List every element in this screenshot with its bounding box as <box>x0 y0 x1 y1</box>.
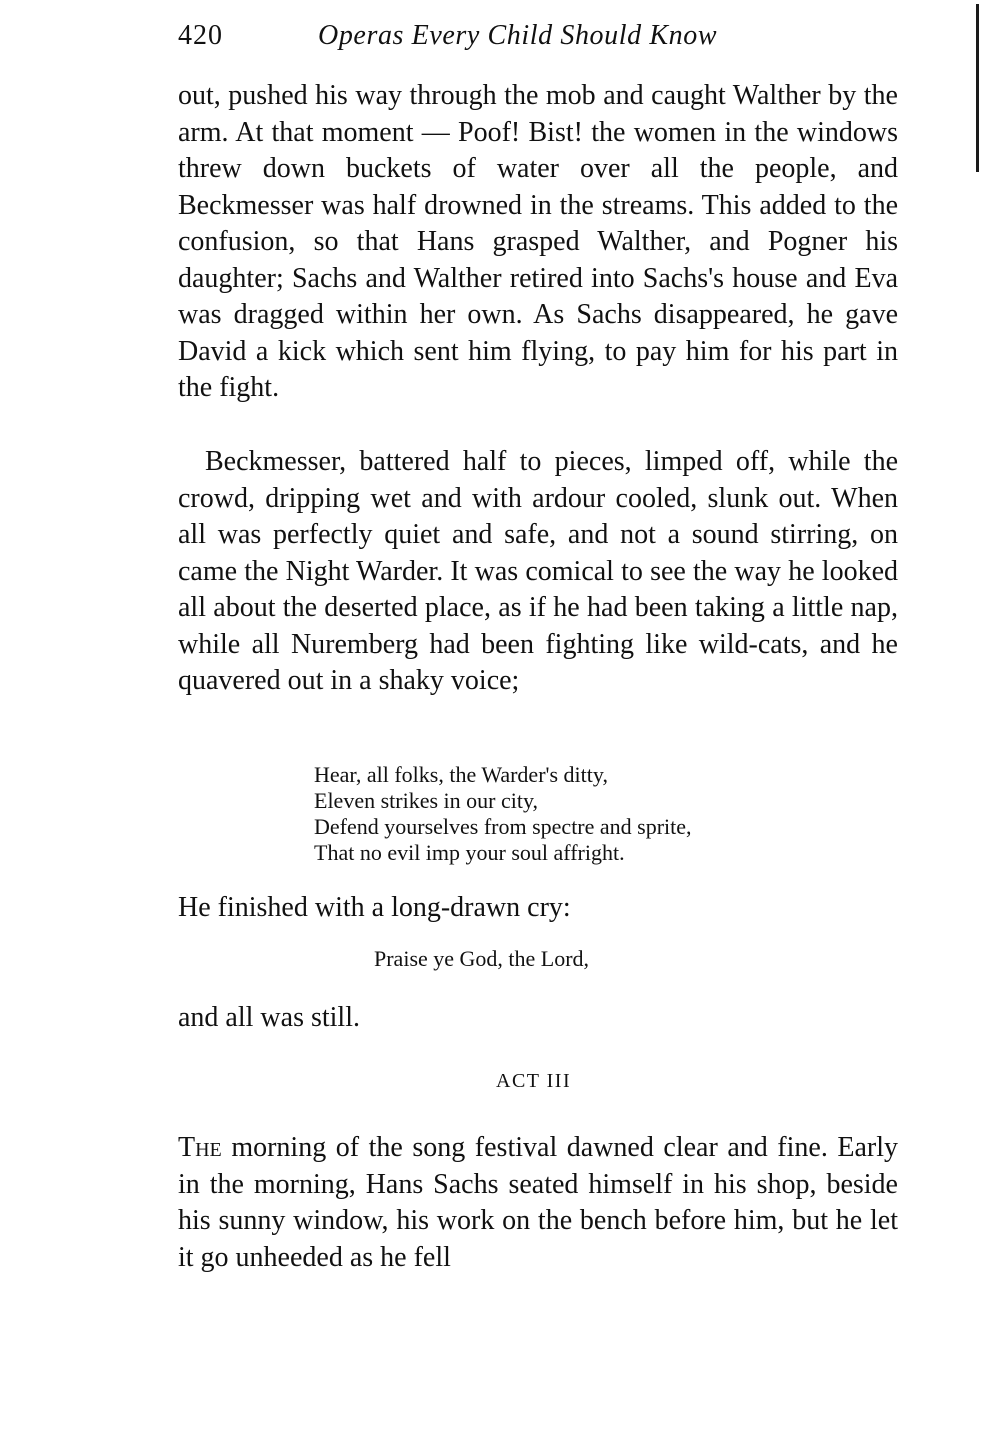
verse-line: That no evil imp your soul affright. <box>314 840 625 865</box>
running-title: Operas Every Child Should Know <box>318 20 718 51</box>
margin-rule <box>976 4 979 172</box>
paragraph-text: Beckmesser, battered half to pieces, limped off, while the crowd, dripping wet and with ardour cooled, slunk out. When all was perfectly quiet and safe, and not a sound stirring, on came the Night Warder. It was comical to see the way he looked all about the deserted place, as if he had been taking a little nap, while all Nuremberg had been fighting like wild-cats, and he quavered out in a shaky voice; <box>178 446 898 696</box>
paragraph-text: and all was still. <box>178 1002 360 1033</box>
warder-verse <box>314 762 874 866</box>
lead-word: The <box>178 1132 222 1163</box>
paragraph-text <box>178 1130 898 1276</box>
verse-line: Hear, all folks, the Warder's ditty, <box>314 762 608 787</box>
verse-line: Eleven strikes in our city, <box>314 788 539 813</box>
paragraph-beckmesser <box>178 444 898 700</box>
paragraph-continuation <box>178 78 898 407</box>
paragraph-text: out, pushed his way through the mob and caught Walther by the arm. At that moment — Poof! Bist! the women in the windows threw down buckets of water over all the people, and Beckmesser was half drowned in the streams. This added to the confusion, so that Hans grasped Walther, and Pogner his daughter; Sachs and Walther retired into Sachs's house and Eva was dragged within her own. As Sachs disappeared, he gave David a kick which sent him flying, to pay him for his part in the fight. <box>178 80 898 403</box>
paragraph-act-three <box>178 1130 898 1276</box>
paragraph-body: morning of the song festival dawned clear and fine. Early in the morning, Hans Sachs seated himself in his shop, beside his sunny window, his work on the bench before him, but he let it go unheeded as he fell <box>178 1132 899 1273</box>
still-line <box>178 1000 898 1037</box>
paragraph-text: He finished with a long-drawn cry: <box>178 892 571 923</box>
verse-line: Defend yourselves from spectre and sprite, <box>314 814 692 839</box>
finished-line <box>178 890 898 927</box>
praise-line: Praise ye God, the Lord, <box>374 946 590 971</box>
act-heading: ACT III <box>496 1070 572 1092</box>
running-head <box>178 14 898 58</box>
page-number: 420 <box>178 20 223 51</box>
